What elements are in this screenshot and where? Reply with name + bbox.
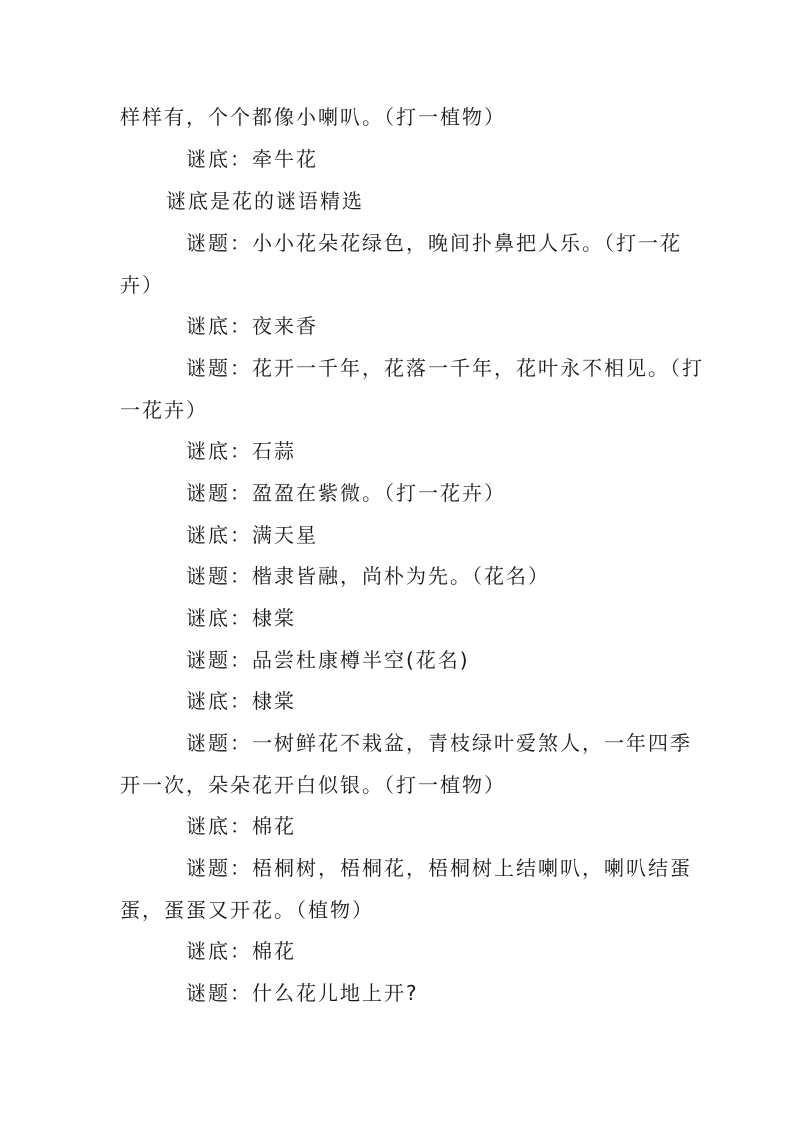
riddle-answer-line: 谜底：棣棠 xyxy=(186,689,296,713)
riddle-question-line: 谜题：梧桐树，梧桐花，梧桐树上结喇叭，喇叭结蛋 xyxy=(186,856,692,880)
riddle-question-line: 谜题：盈盈在紫微。（打一花卉） xyxy=(186,481,506,505)
riddle-question-line: 谜题：小小花朵花绿色，晚间扑鼻把人乐。（打一花 xyxy=(186,231,682,255)
riddle-question-continuation: 开一次，朵朵花开白似银。（打一植物） xyxy=(120,773,506,797)
riddle-answer-line: 谜底：棉花 xyxy=(186,814,296,838)
riddle-question-line: 谜题：楷隶皆融，尚朴为先。（花名） xyxy=(186,564,550,588)
riddle-answer-line: 谜底：牵牛花 xyxy=(186,147,318,171)
riddle-answer-line: 谜底：夜来香 xyxy=(186,314,318,338)
riddle-question-line: 谜题：一树鲜花不栽盆，青枝绿叶爱煞人，一年四季 xyxy=(186,731,692,755)
riddle-answer-line: 谜底：棉花 xyxy=(186,939,296,963)
riddle-question-continuation: 一花卉） xyxy=(120,398,208,422)
riddle-question-line: 谜题：品尝杜康樽半空(花名) xyxy=(186,648,470,672)
riddle-answer-line: 谜底：棣棠 xyxy=(186,606,296,630)
section-heading: 谜底是花的谜语精选 xyxy=(166,189,364,213)
riddle-text-line: 样样有，个个都像小喇叭。（打一植物） xyxy=(120,105,506,129)
riddle-answer-line: 谜底：石蒜 xyxy=(186,439,296,463)
riddle-answer-line: 谜底：满天星 xyxy=(186,523,318,547)
riddle-question-line: 谜题：什么花儿地上开? xyxy=(186,981,419,1005)
riddle-question-continuation: 蛋，蛋蛋又开花。（植物） xyxy=(120,898,374,922)
riddle-question-line: 谜题：花开一千年，花落一千年，花叶永不相见。（打 xyxy=(186,356,704,380)
riddle-question-continuation: 卉） xyxy=(120,273,164,297)
